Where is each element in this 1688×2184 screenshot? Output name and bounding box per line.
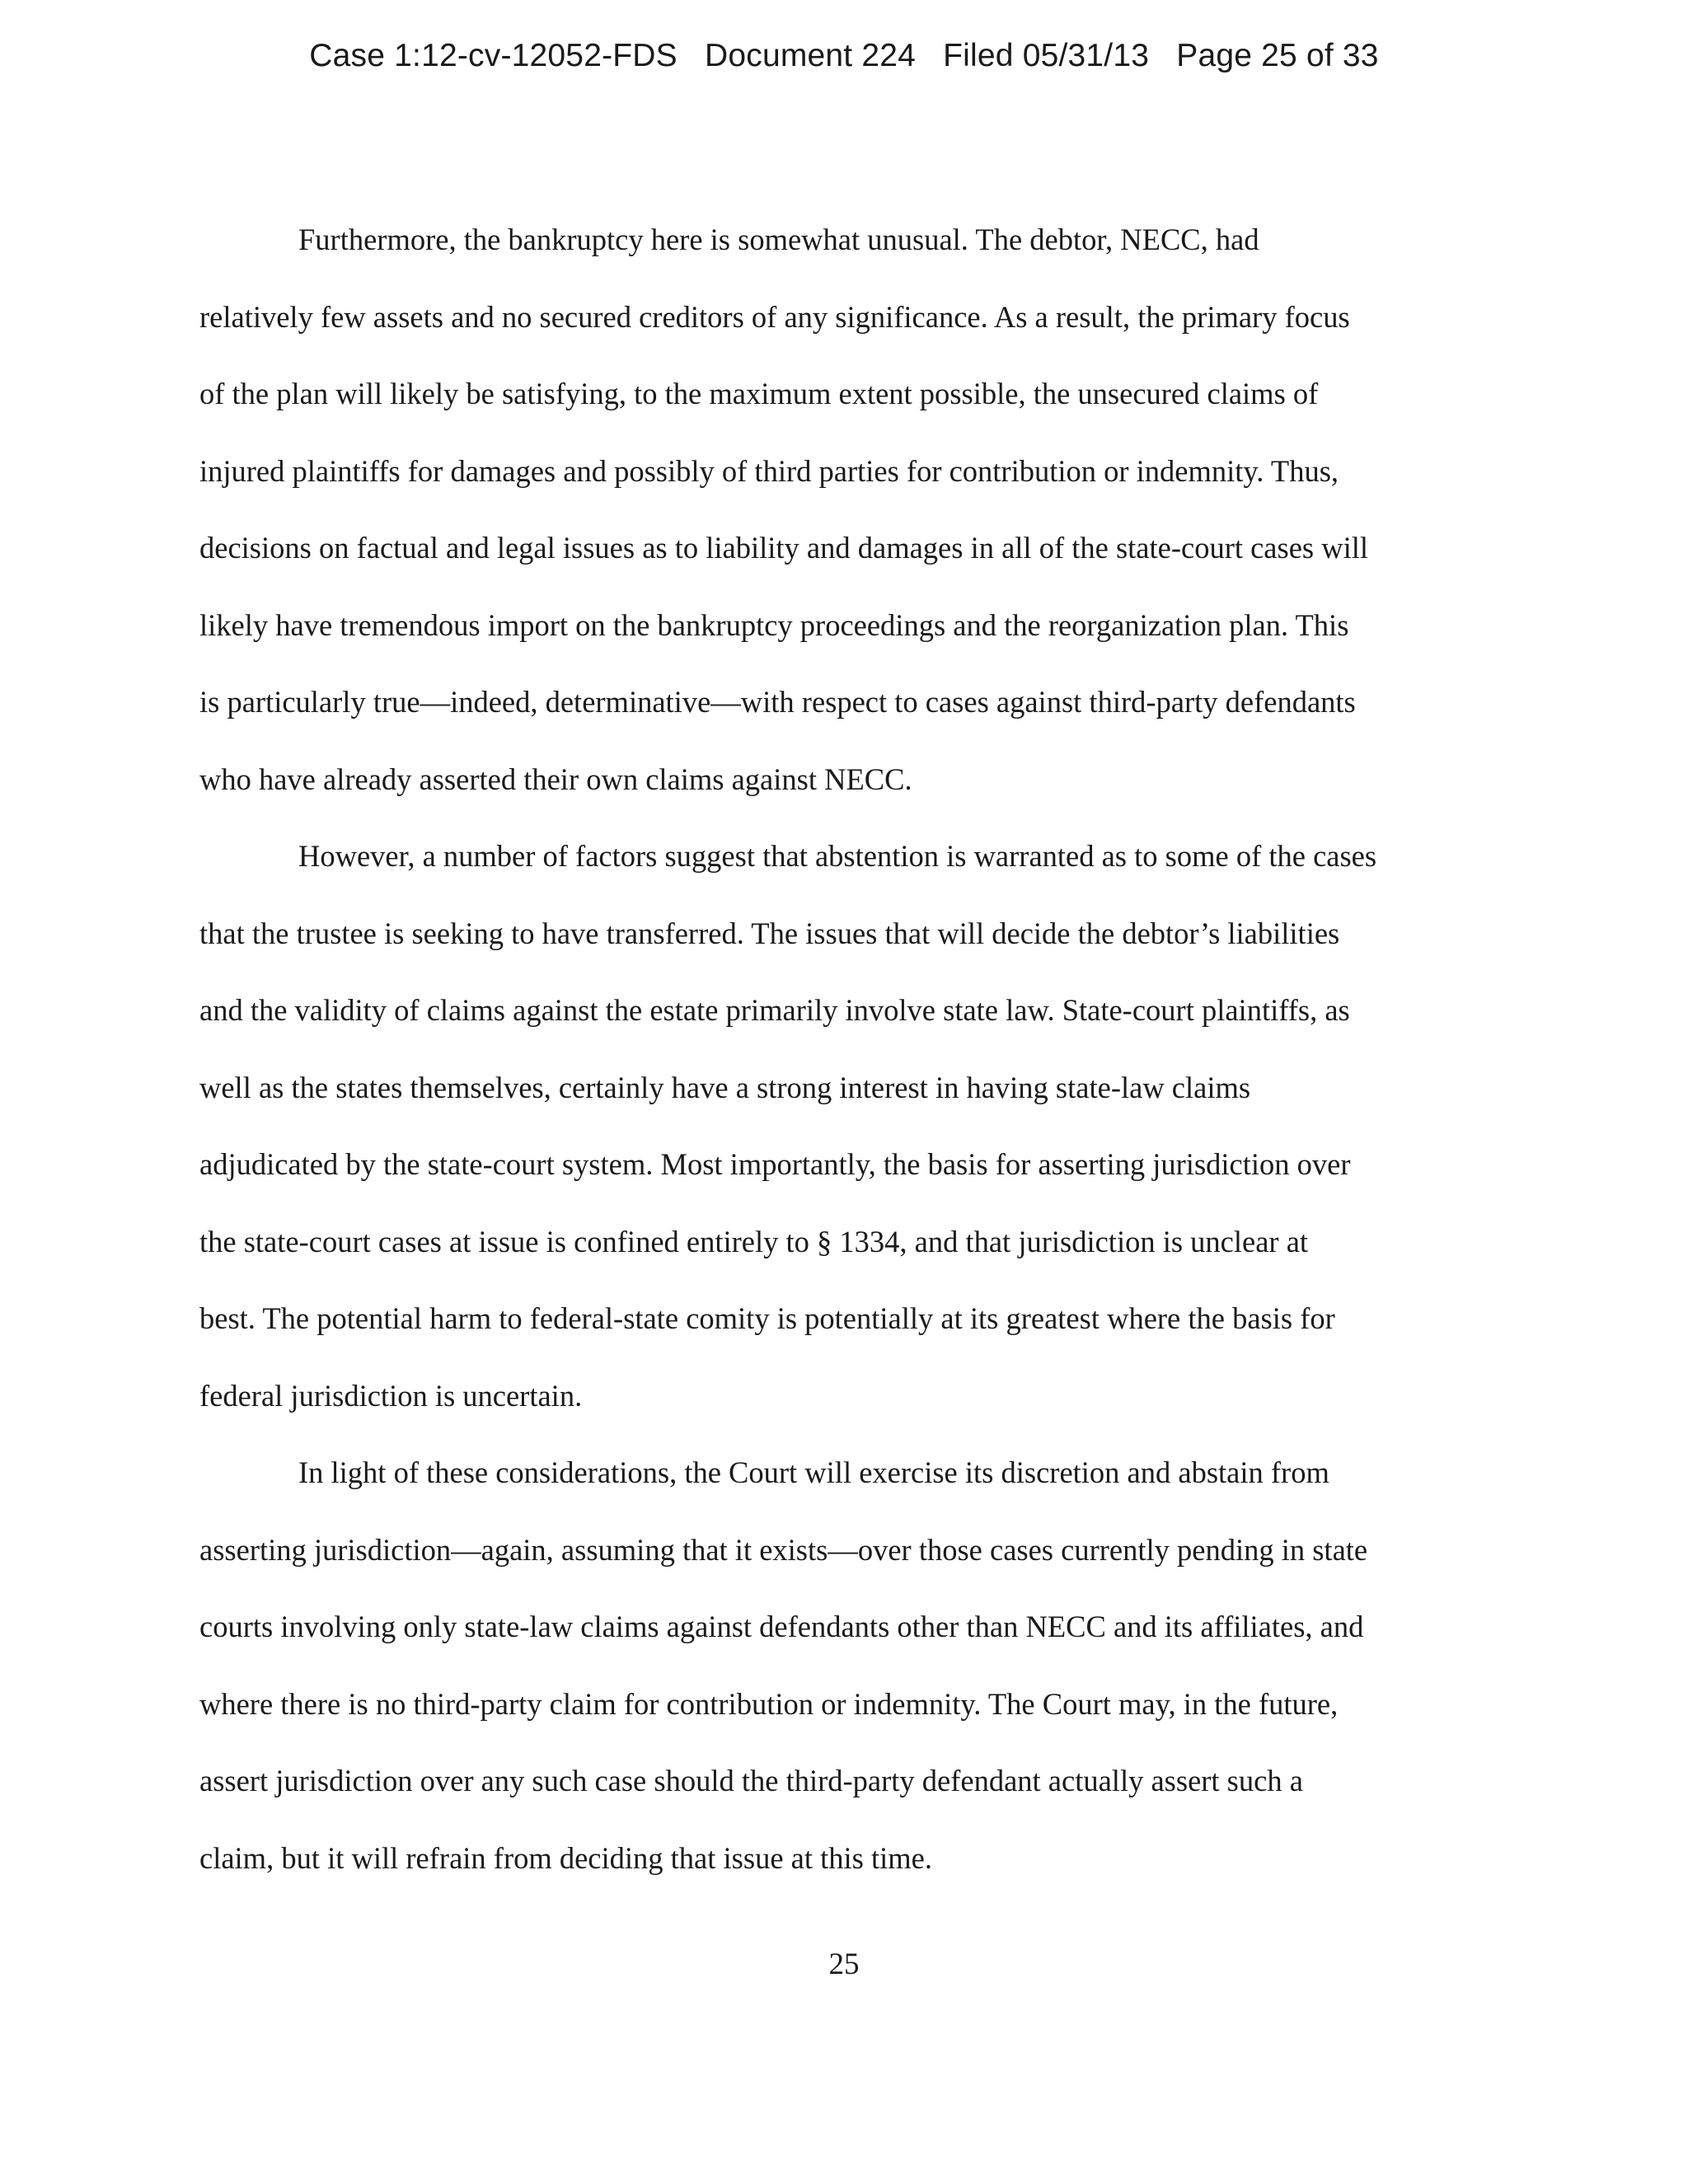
text-line: likely have tremendous import on the bankruptcy proceedings and the reorganization plan. This [199,607,1349,642]
text-line: adjudicated by the state-court system. Most importantly, the basis for asserting jurisdiction over [199,1147,1351,1181]
text-line: the state-court cases at issue is confined entirely to § 1334, and that jurisdiction is unclear at [199,1224,1309,1258]
page-number: 25 [828,1947,860,1981]
text-line: decisions on factual and legal issues as to liability and damages in all of the state-court cases will [199,531,1369,565]
text-line: is particularly true—indeed, determinative—with respect to cases against third-party defendants [199,685,1356,719]
paragraph-abstention-factors [199,818,1493,1434]
text-line: best. The potential harm to federal-state comity is potentially at its greatest where the basis for [199,1301,1335,1335]
text-line: However, a number of factors suggest that abstention is warranted as to some of the cases [298,839,1377,873]
text-line: that the trustee is seeking to have transferred. The issues that will decide the debtor’s liabilities [199,916,1340,950]
text-line: assert jurisdiction over any such case should the third-party defendant actually assert such a [199,1764,1303,1797]
document-body [199,201,1493,1896]
paragraph-court-decision [199,1434,1493,1896]
text-line: injured plaintiffs for damages and possibly of third parties for contribution or indemnity. Thus, [199,453,1339,488]
text-line: well as the states themselves, certainly have a strong interest in having state-law claims [199,1070,1251,1104]
text-line: In light of these considerations, the Court will exercise its discretion and abstain from [298,1455,1329,1489]
text-line: Furthermore, the bankruptcy here is somewhat unusual. The debtor, NECC, had [298,223,1259,256]
text-line: courts involving only state-law claims against defendants other than NECC and its affiliates, and [199,1610,1364,1643]
text-line: who have already asserted their own claims against NECC. [199,762,912,796]
text-line: where there is no third-party claim for contribution or indemnity. The Court may, in the future, [199,1686,1339,1721]
case-header: Case 1:12-cv-12052-FDS Document 224 Filed 05/31/13 Page 25 of 33 [309,38,1379,73]
text-line: claim, but it will refrain from deciding that issue at this time. [199,1840,932,1875]
text-line: federal jurisdiction is uncertain. [199,1378,583,1413]
text-line: of the plan will likely be satisfying, to the maximum extent possible, the unsecured claims of [199,377,1319,410]
text-line: relatively few assets and no secured creditors of any significance. As a result, the primary focus [199,299,1350,334]
text-line: and the validity of claims against the estate primarily involve state law. State-court plaintiffs, as [199,993,1350,1027]
text-line: asserting jurisdiction—again, assuming that it exists—over those cases currently pending in state [199,1532,1368,1567]
paragraph-bankruptcy-unusual [199,201,1493,818]
